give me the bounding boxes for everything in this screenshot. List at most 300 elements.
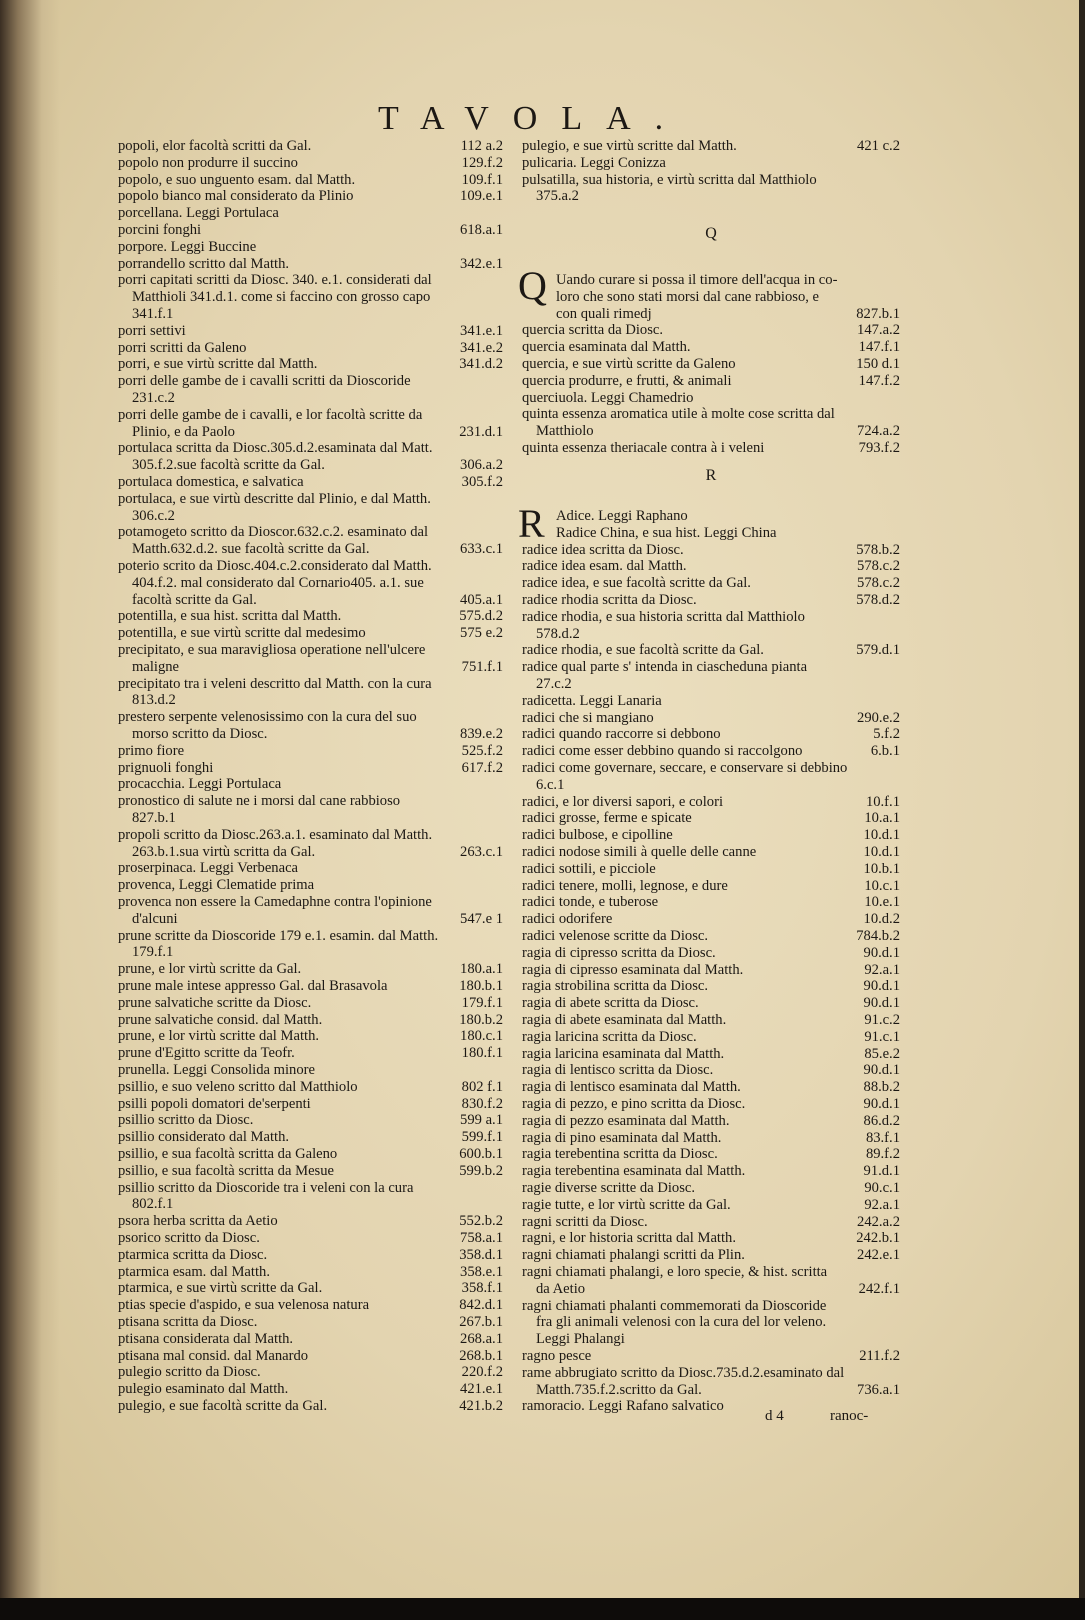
entry-text: radici come esser debbino quando si raccolgono [522, 743, 803, 760]
entry-reference: 10.a.1 [864, 810, 900, 827]
entry-text: porri settivi [118, 322, 186, 339]
entry-text: radici odorifere [522, 911, 613, 928]
entry-text: 802.f.1 [132, 1196, 174, 1213]
index-entry [522, 1012, 900, 1029]
index-entry [118, 457, 503, 474]
entry-text: ptisana considerata dal Matth. [118, 1330, 294, 1347]
entry-text: psilli popoli domatori de'serpenti [118, 1095, 311, 1112]
index-entry [522, 861, 900, 878]
index-entry [522, 289, 900, 306]
entry-reference: 91.c.1 [864, 1028, 900, 1045]
entry-text: Radice China, e sua hist. Leggi China [556, 524, 777, 541]
entry-reference: 242.e.1 [857, 1247, 900, 1264]
index-entry [118, 1045, 503, 1062]
index-entry [118, 995, 503, 1012]
entry-reference: 129.f.2 [461, 154, 503, 171]
entry-text: provenca non essere la Camedaphne contra l'opinione [118, 894, 432, 910]
entry-text: querciuola. Leggi Chamedrio [522, 389, 694, 406]
page-title: TAVOLA. [378, 100, 688, 137]
index-entry [522, 609, 900, 626]
entry-text: 341.f.1 [132, 306, 174, 322]
entry-text: ptisana scritta da Diosc. [118, 1314, 258, 1330]
index-entry [118, 827, 503, 844]
index-entry [118, 1129, 503, 1146]
entry-reference: 180.f.1 [461, 1045, 503, 1062]
entry-text: radici velenose scritte da Diosc. [522, 928, 708, 944]
index-entry [118, 961, 503, 978]
entry-reference: 92.a.1 [864, 961, 900, 978]
entry-text: psillio, e sua facoltà scritta da Galeno [118, 1146, 338, 1162]
index-entry [522, 1197, 900, 1214]
index-entry [522, 558, 900, 575]
entry-text: prestero serpente velenosissimo con la cura del suo [118, 709, 417, 726]
entry-reference: 552.b.2 [459, 1213, 503, 1230]
entry-reference: 10.b.1 [863, 860, 900, 877]
index-entry [522, 1062, 900, 1079]
entry-text: quercia produrre, e frutti, & animali [522, 372, 732, 389]
entry-text: Matth.632.d.2. sue facoltà scritte da Gal. [132, 541, 370, 558]
entry-text: psillio, e suo veleno scritto dal Matthiolo [118, 1078, 358, 1095]
index-entry [522, 592, 900, 609]
index-entry [118, 188, 503, 205]
index-entry [522, 1281, 900, 1298]
index-entry [522, 423, 900, 440]
index-entry [118, 575, 503, 592]
index-entry [118, 1230, 503, 1247]
index-entry [118, 709, 503, 726]
entry-reference: 10.d.1 [863, 827, 900, 844]
index-entry [522, 878, 900, 895]
index-entry [118, 844, 503, 861]
entry-text: ptarmica, e sue virtù scritte da Gal. [118, 1280, 323, 1297]
entry-reference: 180.b.2 [459, 1011, 503, 1028]
index-entry [118, 625, 503, 642]
entry-reference: 839.e.2 [460, 726, 503, 742]
entry-reference: 90.d.1 [863, 1096, 900, 1112]
entry-reference: 525.f.2 [461, 742, 503, 759]
entry-text: prune scritte da Dioscoride 179 e.1. esamin. dal Matth. [118, 927, 439, 944]
index-entry [118, 642, 503, 659]
entry-text: fra gli animali velenosi con la cura del lor veleno. [536, 1314, 827, 1331]
index-entry [118, 474, 503, 491]
entry-reference: 90.d.1 [863, 1062, 900, 1079]
entry-text: porpore. Leggi Buccine [118, 238, 257, 255]
index-entry [118, 1028, 503, 1045]
entry-text: Plinio, e da Paolo [132, 423, 235, 440]
entry-reference: 842.d.1 [459, 1297, 503, 1314]
entry-text: d'alcuni [132, 910, 178, 927]
catchword: ranoc- [830, 1408, 869, 1424]
entry-reference: 85.e.2 [864, 1045, 900, 1062]
index-entry [118, 911, 503, 928]
entry-text: portulaca, e sue virtù descritte dal Plinio, e dal Matth. [118, 490, 431, 507]
index-entry [522, 777, 900, 794]
index-entry [118, 1180, 503, 1197]
entry-text: ragni scritti da Diosc. [522, 1213, 648, 1230]
index-entry [118, 356, 503, 373]
index-entry [118, 760, 503, 777]
index-entry [118, 978, 503, 995]
index-entry [522, 1046, 900, 1063]
entry-reference: 599.b.2 [459, 1162, 503, 1179]
entry-text: prunella. Leggi Consolida minore [118, 1062, 315, 1078]
entry-text: 263.b.1.sua virtù scritta da Gal. [132, 843, 316, 860]
entry-text: radici che si mangiano [522, 709, 654, 726]
entry-text: 375.a.2 [536, 188, 579, 205]
index-entry [522, 1096, 900, 1113]
index-entry [522, 1298, 900, 1315]
index-entry [118, 407, 503, 424]
entry-text: portulaca domestica, e salvatica [118, 474, 304, 490]
entry-text: 27.c.2 [536, 676, 572, 692]
index-entry [118, 726, 503, 743]
entry-text: Matth.735.f.2.scritto da Gal. [536, 1381, 702, 1398]
index-entry [522, 743, 900, 760]
index-entry [118, 608, 503, 625]
entry-text: popolo, e suo unguento esam. dal Matth. [118, 171, 356, 188]
index-entry [118, 1012, 503, 1029]
book-gutter-shadow [0, 0, 60, 1620]
drop-cap-q: Q [518, 263, 547, 308]
entry-reference: 617.f.2 [461, 759, 503, 776]
index-entry [522, 978, 900, 995]
entry-reference: 90.d.1 [863, 995, 900, 1012]
entry-text: quercia esaminata dal Matth. [522, 339, 691, 356]
index-entry [522, 508, 900, 525]
entry-reference: 793.f.2 [858, 440, 900, 456]
entry-text: psillio considerato dal Matth. [118, 1129, 290, 1146]
index-entry [522, 928, 900, 945]
index-entry [118, 424, 503, 441]
index-entry [118, 440, 503, 457]
index-entry [522, 1348, 900, 1365]
entry-reference: 10.d.1 [863, 844, 900, 860]
index-entry [522, 542, 900, 559]
entry-text: Uando curare si possa il timore dell'acqua in co- [556, 272, 838, 288]
entry-text: porrandello scritto dal Matth. [118, 255, 290, 272]
entry-reference: 405.a.1 [460, 591, 503, 608]
entry-text: da Aetio [536, 1280, 586, 1297]
entry-text: ragni chiamati phalangi scritti da Plin. [522, 1247, 745, 1264]
entry-reference: 578.d.2 [856, 592, 900, 608]
entry-text: popolo non produrre il succino [118, 154, 298, 171]
index-entry [522, 390, 900, 407]
index-entry [522, 827, 900, 844]
index-entry [522, 659, 900, 676]
entry-text: provenca, Leggi Clematide prima [118, 877, 315, 894]
entry-reference: 89.f.2 [865, 1146, 900, 1163]
entry-reference: 421.b.2 [459, 1398, 503, 1414]
index-entry [118, 205, 503, 222]
entry-reference: 147.a.2 [857, 322, 900, 339]
entry-reference: 575.d.2 [459, 608, 503, 625]
entry-reference: 150 d.1 [856, 356, 900, 372]
entry-text: ptisana mal consid. dal Manardo [118, 1347, 309, 1364]
entry-text: radice qual parte s' intenda in ciascheduna pianta [522, 659, 808, 676]
index-entry [522, 322, 900, 339]
index-entry [118, 138, 503, 155]
entry-reference: 633.c.1 [460, 541, 503, 558]
entry-reference: 342.e.1 [460, 255, 503, 272]
index-entry [118, 1146, 503, 1163]
entry-text: ragia di cipresso scritta da Diosc. [522, 944, 716, 961]
entry-reference: 802 f.1 [461, 1078, 503, 1095]
entry-reference: 180.c.1 [460, 1028, 503, 1045]
entry-text: radici, e lor diversi sapori, e colori [522, 793, 723, 810]
entry-reference: 618.a.1 [460, 222, 503, 238]
index-entry [118, 1314, 503, 1331]
entry-reference: 305.f.2 [461, 474, 503, 490]
index-entry [522, 1382, 900, 1399]
index-entry [522, 676, 900, 693]
index-entry [118, 1364, 503, 1381]
entry-text: porri scritti da Galeno [118, 339, 247, 356]
index-entry [118, 676, 503, 693]
entry-text: 813.d.2 [132, 692, 176, 709]
entry-text: porri, e sue virtù scritte dal Matth. [118, 356, 318, 373]
index-entry [118, 1213, 503, 1230]
index-entry [118, 390, 503, 407]
entry-text: prune, e lor virtù scritte da Gal. [118, 961, 302, 978]
index-entry [522, 138, 900, 155]
index-entry [118, 776, 503, 793]
entry-reference: 600.b.1 [459, 1146, 503, 1162]
index-entry [522, 894, 900, 911]
entry-reference: 10.c.1 [864, 877, 900, 894]
index-entry [118, 1247, 503, 1264]
entry-text: prignuoli fonghi [118, 759, 214, 776]
entry-text: radici grosse, ferme e spicate [522, 810, 692, 827]
index-entry [118, 928, 503, 945]
entry-text: pulegio esaminato dal Matth. [118, 1381, 289, 1398]
index-entry [118, 1196, 503, 1213]
entry-text: quercia, e sue virtù scritte da Galeno [522, 356, 736, 372]
entry-text: ragia di pino esaminata dal Matth. [522, 1129, 722, 1146]
index-entry [118, 860, 503, 877]
entry-text: pronostico di salute ne i morsi dal cane rabbioso [118, 793, 401, 810]
index-entry [522, 272, 900, 289]
entry-text: loro che sono stati morsi dal cane rabbioso, e [556, 288, 820, 305]
entry-reference: 736.a.1 [857, 1381, 900, 1398]
entry-text: porcellana. Leggi Portulaca [118, 205, 279, 222]
entry-text: Matthioli 341.d.1. come si faccino con grosso capo [132, 289, 431, 306]
index-entry [522, 1264, 900, 1281]
entry-text: prune salvatiche consid. dal Matth. [118, 1011, 323, 1028]
index-entry [118, 1381, 503, 1398]
index-entry [118, 289, 503, 306]
entry-text: quercia scritta da Diosc. [522, 322, 664, 339]
entry-text: psillio, e sua facoltà scritta da Mesue [118, 1162, 334, 1179]
entry-text: radice rhodia scritta da Diosc. [522, 592, 697, 608]
index-entry [522, 760, 900, 777]
entry-reference: 599.f.1 [461, 1129, 503, 1146]
entry-reference: 90.d.1 [863, 944, 900, 961]
entry-reference: 290.e.2 [857, 709, 900, 726]
entry-text: ragia terebentina esaminata dal Matth. [522, 1163, 746, 1180]
entry-reference: 83.f.1 [865, 1129, 900, 1146]
entry-text: con quali rimedj [556, 305, 652, 322]
index-entry [118, 1062, 503, 1079]
index-entry [522, 710, 900, 727]
entry-text: radicetta. Leggi Lanaria [522, 692, 662, 709]
index-entry [522, 1079, 900, 1096]
entry-text: radici tonde, e tuberose [522, 894, 659, 911]
entry-reference: 724.a.2 [857, 423, 900, 440]
entry-text: radici quando raccorre si debbono [522, 726, 721, 743]
entry-text: ragni chiamati phalangi, e loro specie, & hist. scritta [522, 1264, 828, 1280]
index-entry [118, 272, 503, 289]
index-entry [118, 1331, 503, 1348]
index-entry [522, 356, 900, 373]
entry-text: quinta essenza theriacale contra à i veleni [522, 440, 765, 456]
entry-reference: 758.a.1 [460, 1230, 503, 1246]
entry-text: prune, e lor virtù scritte dal Matth. [118, 1028, 320, 1045]
entry-text: Matthiolo [536, 423, 594, 440]
entry-reference: 92.a.1 [864, 1196, 900, 1213]
entry-text: potamogeto scritto da Dioscor.632.c.2. esaminato dal [118, 524, 429, 541]
entry-text: prune d'Egitto scritte da Teofr. [118, 1045, 295, 1062]
entry-text: pulegio, e sue facoltà scritte da Gal. [118, 1398, 328, 1414]
entry-reference: 579.d.1 [856, 642, 900, 659]
index-entry [522, 995, 900, 1012]
entry-reference: 341.e.2 [460, 339, 503, 356]
index-entry [522, 844, 900, 861]
entry-reference: 263.c.1 [460, 843, 503, 860]
entry-reference: 578.c.2 [857, 558, 900, 575]
entry-text: ragia di abete esaminata dal Matth. [522, 1012, 727, 1028]
entry-text: radice rhodia, e sue facoltà scritte da Gal. [522, 642, 764, 659]
entry-reference: 575 e.2 [460, 625, 503, 642]
index-entry [522, 1214, 900, 1231]
index-entry [118, 172, 503, 189]
entry-text: radice rhodia, e sua historia scritta dal Matthiolo [522, 608, 805, 625]
index-entry [118, 508, 503, 525]
index-entry [118, 743, 503, 760]
section-letter-q: Q [705, 225, 717, 242]
entry-text: pulsatilla, sua historia, e virtù scritta dal Matthiolo [522, 171, 817, 188]
entry-reference: 341.d.2 [459, 356, 503, 373]
entry-text: psillio scritto da Dioscoride tra i veleni con la cura [118, 1179, 414, 1196]
entry-reference: 147.f.1 [858, 339, 900, 356]
entry-text: primo fiore [118, 742, 185, 759]
entry-reference: 306.a.2 [460, 457, 503, 474]
entry-reference: 547.e 1 [460, 910, 503, 927]
index-entry [522, 1146, 900, 1163]
index-entry [522, 339, 900, 356]
entry-reference: 179.f.1 [461, 994, 503, 1011]
index-entry [522, 810, 900, 827]
entry-reference: 91.d.1 [863, 1163, 900, 1180]
entry-text: ptarmica scritta da Diosc. [118, 1246, 268, 1263]
index-entry [522, 642, 900, 659]
entry-reference: 827.b.1 [856, 305, 900, 322]
index-entry [522, 440, 900, 457]
entry-reference: 358.f.1 [461, 1280, 503, 1297]
entry-text: porcini fonghi [118, 222, 202, 238]
index-entry [118, 793, 503, 810]
index-entry [118, 894, 503, 911]
index-entry [522, 1230, 900, 1247]
entry-reference: 91.c.2 [864, 1012, 900, 1028]
entry-reference: 112 a.2 [460, 138, 503, 154]
entry-text: Adice. Leggi Raphano [556, 508, 688, 524]
entry-text: psillio scritto da Diosc. [118, 1112, 254, 1129]
entry-text: 306.c.2 [132, 507, 175, 524]
entry-text: proserpinaca. Leggi Verbenaca [118, 860, 299, 877]
entry-text: radici come governare, seccare, e conservare si debbino [522, 760, 848, 776]
entry-reference: 599 a.1 [460, 1112, 503, 1129]
drop-cap-r: R [518, 501, 545, 546]
entry-text: ramoracio. Leggi Rafano salvatico [522, 1398, 724, 1415]
index-entry [118, 491, 503, 508]
entry-text: ptarmica esam. dal Matth. [118, 1263, 270, 1280]
entry-text: ragie tutte, e lor virtù scritte da Gal. [522, 1196, 731, 1213]
index-entry [522, 1130, 900, 1147]
entry-text: ragia di lentisco esaminata dal Matth. [522, 1079, 741, 1096]
index-entry [522, 306, 900, 323]
index-entry [522, 155, 900, 172]
index-entry [118, 810, 503, 827]
index-entry [522, 1163, 900, 1180]
entry-text: radici bulbose, e cipolline [522, 827, 673, 844]
entry-text: ragia laricina esaminata dal Matth. [522, 1045, 725, 1062]
entry-reference: 10.f.1 [865, 793, 900, 810]
entry-reference: 10.e.1 [864, 894, 900, 911]
index-entry [118, 1398, 503, 1415]
index-entry [118, 692, 503, 709]
entry-text: ragia di lentisco scritta da Diosc. [522, 1062, 714, 1079]
entry-reference: 109.e.1 [460, 188, 503, 205]
entry-reference: 180.b.1 [459, 978, 503, 994]
entry-reference: 341.e.1 [460, 322, 503, 339]
index-entry [118, 1079, 503, 1096]
entry-text: porri delle gambe de i cavalli, e lor facoltà scritte da [118, 406, 423, 423]
entry-reference: 358.e.1 [460, 1263, 503, 1280]
entry-text: porri capitati scritti da Diosc. 340. e.1. considerati dal [118, 272, 432, 289]
entry-text: radice idea scritta da Diosc. [522, 541, 684, 558]
entry-reference: 231.d.1 [459, 423, 503, 440]
index-entry [522, 962, 900, 979]
entry-text: portulaca scritta da Diosc.305.d.2.esaminata dal Matt. [118, 440, 433, 457]
entry-reference: 109.f.1 [461, 171, 503, 188]
index-entry [118, 1264, 503, 1281]
entry-reference: 6.b.1 [870, 743, 900, 760]
entry-reference: 421.e.1 [460, 1381, 503, 1398]
entry-text: porri delle gambe de i cavalli scritti da Dioscoride [118, 373, 411, 390]
page-right-edge [1079, 0, 1085, 1620]
index-entry [522, 406, 900, 423]
page-bottom-edge [0, 1598, 1085, 1620]
index-entry [118, 222, 503, 239]
entry-reference: 211.f.2 [859, 1348, 900, 1364]
index-entry [522, 1331, 900, 1348]
entry-reference: 578.c.2 [857, 575, 900, 592]
index-entry [118, 877, 503, 894]
entry-text: 305.f.2.sue facoltà scritte da Gal. [132, 457, 325, 474]
entry-text: psorico scritto da Diosc. [118, 1230, 260, 1246]
entry-text: radici tenere, molli, legnose, e dure [522, 877, 728, 894]
index-entry [118, 659, 503, 676]
entry-reference: 358.d.1 [459, 1246, 503, 1263]
entry-text: radici sottili, e picciole [522, 860, 656, 877]
index-entry [118, 524, 503, 541]
entry-text: psora herba scritta da Aetio [118, 1213, 278, 1230]
entry-text: ragia di cipresso esaminata dal Matth. [522, 961, 744, 978]
entry-text: radice idea esam. dal Matth. [522, 558, 687, 575]
entry-text: precipitato tra i veleni descritto dal Matth. con la cura [118, 675, 432, 692]
entry-text: propoli scritto da Diosc.263.a.1. esaminato dal Matth. [118, 826, 433, 843]
entry-text: quinta essenza aromatica utile à molte cose scritta dal [522, 406, 835, 423]
